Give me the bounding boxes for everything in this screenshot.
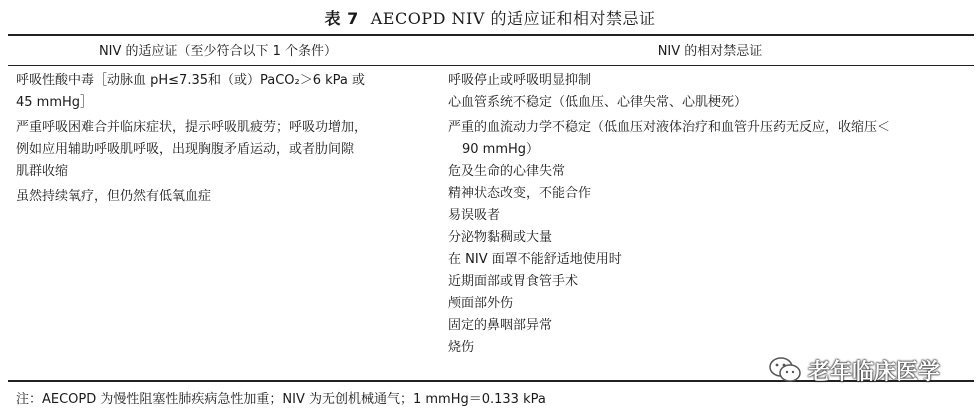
item-line: 心血管系统不稳定（低血压、心律失常、心肌梗死）: [448, 95, 748, 110]
list-item: [448, 205, 948, 227]
list-item: [448, 117, 948, 161]
item-line: 颅面部外伤: [448, 296, 514, 311]
item-line: 呼吸停止或呼吸明显抑制: [448, 73, 592, 88]
item-line: 45 mmHg］: [16, 95, 94, 110]
list-item: [448, 315, 948, 337]
item-line: 危及生命的心律失常: [448, 164, 566, 179]
header-contraindications: NIV 的相对禁忌证: [657, 44, 763, 59]
header-rule: [8, 65, 974, 66]
list-item: [448, 183, 948, 205]
item-line: 严重的血流动力学不稳定（低血压对液体治疗和血管升压药无反应，收缩压＜: [448, 120, 891, 135]
item-line: 分泌物黏稠或大量: [448, 230, 553, 245]
list-item: [448, 92, 948, 114]
watermark-text: 老年临床医学: [808, 359, 941, 385]
list-item: [448, 249, 948, 271]
item-line: 肌群收缩: [16, 164, 69, 179]
item-line: 呼吸性酸中毒［动脉血 pH≤7.35和（或）PaCO₂＞6 kPa 或: [16, 73, 366, 88]
watermark: [768, 352, 978, 388]
wechat-icon: [768, 355, 802, 385]
item-line: 烧伤: [448, 340, 475, 355]
item-line: 90 mmHg）: [462, 142, 540, 157]
list-item: [448, 161, 948, 183]
list-item: [16, 186, 416, 208]
indications-column: [16, 70, 416, 208]
item-line: 虽然持续氧疗，但仍然有低氧血症: [16, 189, 212, 204]
item-line: 例如应用辅助呼吸肌呼吸，出现胸腹矛盾运动，或者肋间隙: [16, 142, 355, 157]
table-title-text: AECOPD NIV 的适应证和相对禁忌证: [370, 9, 656, 28]
item-line: 在 NIV 面罩不能舒适地使用时: [448, 252, 622, 267]
list-item: [448, 70, 948, 92]
item-line: 近期面部或胃食管手术: [448, 274, 579, 289]
item-line: 严重呼吸困难合并临床症状，提示呼吸肌疲劳；呼吸功增加，: [16, 120, 368, 135]
list-item: [448, 293, 948, 315]
list-item: [16, 70, 416, 114]
table-title: [0, 6, 980, 29]
header-indications: NIV 的适应证（至少符合以下 1 个条件）: [98, 44, 338, 59]
contraindications-column: [448, 70, 948, 359]
item-line: 易误吸者: [448, 208, 501, 223]
top-rule: [8, 34, 974, 36]
table-footnote: 注：AECOPD 为慢性阻塞性肺疾病急性加重；NIV 为无创机械通气；1 mmHg＝0.133 kPa: [16, 392, 546, 407]
item-line: 精神状态改变，不能合作: [448, 186, 592, 201]
table-label: 表 7: [324, 9, 359, 28]
list-item: [448, 271, 948, 293]
item-line: 固定的鼻咽部异常: [448, 318, 553, 333]
list-item: [448, 227, 948, 249]
list-item: [16, 117, 416, 183]
